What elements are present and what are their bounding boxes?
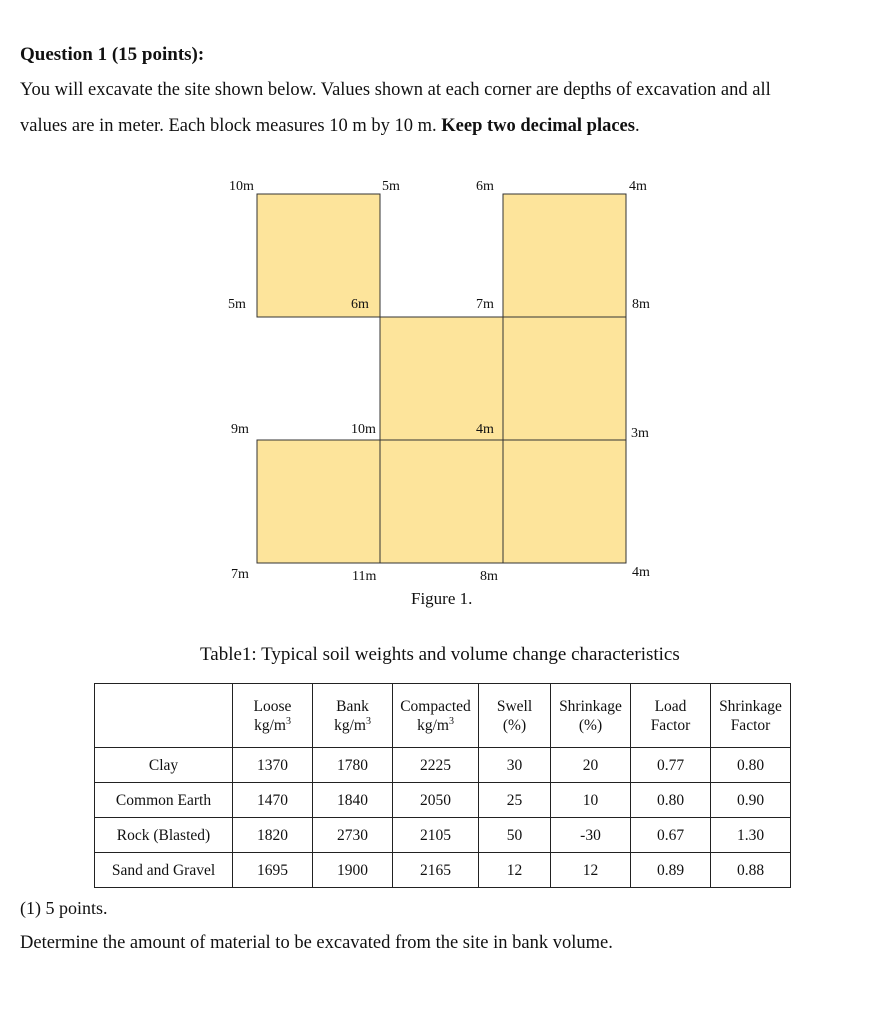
depth-label: 4m (632, 565, 650, 580)
table-cell: 1470 (233, 783, 313, 818)
header-line1: Bank (336, 697, 369, 715)
depth-label: 6m (476, 179, 494, 194)
table-header-row (95, 684, 791, 748)
header-line2: (%) (578, 716, 603, 734)
depth-label: 6m (351, 297, 369, 312)
depth-label: 5m (228, 297, 246, 312)
header-line1: Shrinkage (719, 697, 782, 715)
table-row (95, 853, 791, 888)
table-cell: 1695 (233, 853, 313, 888)
table-cell: 2225 (393, 748, 479, 783)
header-line2: kg/m (254, 716, 286, 734)
question-text-line2-end: . (634, 116, 640, 136)
column-header (551, 684, 631, 748)
table-cell: 0.80 (631, 783, 711, 818)
question-text-line2-plain: values are in meter. Each block measures 10 m by 10 m. (20, 116, 442, 136)
depth-label: 10m (229, 179, 254, 194)
depth-label: 8m (632, 297, 650, 312)
header-line2: kg/m (417, 716, 449, 734)
table-row (95, 748, 791, 783)
header-line2: Factor (650, 716, 691, 734)
table-cell: 1840 (313, 783, 393, 818)
table-cell: 0.89 (631, 853, 711, 888)
depth-label: 4m (476, 422, 494, 437)
table-cell: 50 (479, 818, 551, 853)
table-cell: 2105 (393, 818, 479, 853)
question-text-line1: You will excavate the site shown below. Values shown at each corner are depths of excavation and all (20, 80, 771, 100)
table-cell: 1900 (313, 853, 393, 888)
table-cell: 0.90 (711, 783, 791, 818)
row-label: Common Earth (95, 783, 233, 818)
row-label: Clay (95, 748, 233, 783)
depth-label: 11m (352, 569, 377, 584)
block-r1-c2 (503, 317, 626, 440)
header-line1: Shrinkage (559, 697, 622, 715)
table-cell: 1820 (233, 818, 313, 853)
table-cell: 2165 (393, 853, 479, 888)
table-cell: -30 (551, 818, 631, 853)
column-header (631, 684, 711, 748)
table-cell: 1.30 (711, 818, 791, 853)
column-header (479, 684, 551, 748)
header-line1: Swell (496, 697, 533, 715)
table-row (95, 783, 791, 818)
table-cell: 0.77 (631, 748, 711, 783)
part-label: (1) 5 points. (20, 898, 108, 918)
row-label: Sand and Gravel (95, 853, 233, 888)
table-caption: Table1: Typical soil weights and volume change characteristics (200, 644, 680, 665)
excavation-grid (257, 194, 626, 563)
table-cell: 12 (479, 853, 551, 888)
part-question-text: Determine the amount of material to be excavated from the site in bank volume. (20, 933, 613, 953)
header-line2: Factor (730, 716, 771, 734)
depth-label: 7m (231, 567, 249, 582)
depth-label: 3m (631, 426, 649, 441)
table-cell: 0.80 (711, 748, 791, 783)
header-superscript: 3 (285, 715, 291, 727)
depth-label: 8m (480, 569, 498, 584)
depth-label: 5m (382, 179, 400, 194)
table-cell: 0.67 (631, 818, 711, 853)
table-cell: 20 (551, 748, 631, 783)
soil-properties-table (94, 683, 791, 888)
table-cell: 25 (479, 783, 551, 818)
question-title: Question 1 (15 points): (20, 44, 205, 65)
depth-label: 4m (629, 179, 647, 194)
table-cell: 10 (551, 783, 631, 818)
block-r0-c3 (503, 194, 626, 317)
table-cell: 12 (551, 853, 631, 888)
figure-caption: Figure 1. (411, 589, 473, 608)
depth-label: 7m (476, 297, 494, 312)
depth-label: 10m (351, 422, 376, 437)
header-superscript: 3 (448, 715, 454, 727)
column-header (233, 684, 313, 748)
header-line1: Loose (253, 697, 292, 715)
header-line2: (%) (502, 716, 527, 734)
header-superscript: 3 (365, 715, 371, 727)
block-r2-c1 (380, 440, 503, 563)
header-line1: Load (654, 697, 687, 715)
table-header-blank (95, 684, 233, 748)
table-cell: 30 (479, 748, 551, 783)
column-header (313, 684, 393, 748)
depth-label: 9m (231, 422, 249, 437)
table-row (95, 818, 791, 853)
question-emphasis: Keep two decimal places (441, 116, 635, 136)
row-label: Rock (Blasted) (95, 818, 233, 853)
column-header (711, 684, 791, 748)
table-cell: 2730 (313, 818, 393, 853)
column-header (393, 684, 479, 748)
table-cell: 1780 (313, 748, 393, 783)
table-cell: 0.88 (711, 853, 791, 888)
block-r2-c0 (257, 440, 380, 563)
header-line2: kg/m (334, 716, 366, 734)
table-cell: 2050 (393, 783, 479, 818)
table-cell: 1370 (233, 748, 313, 783)
block-r2-c2 (503, 440, 626, 563)
header-line1: Compacted (400, 697, 471, 715)
